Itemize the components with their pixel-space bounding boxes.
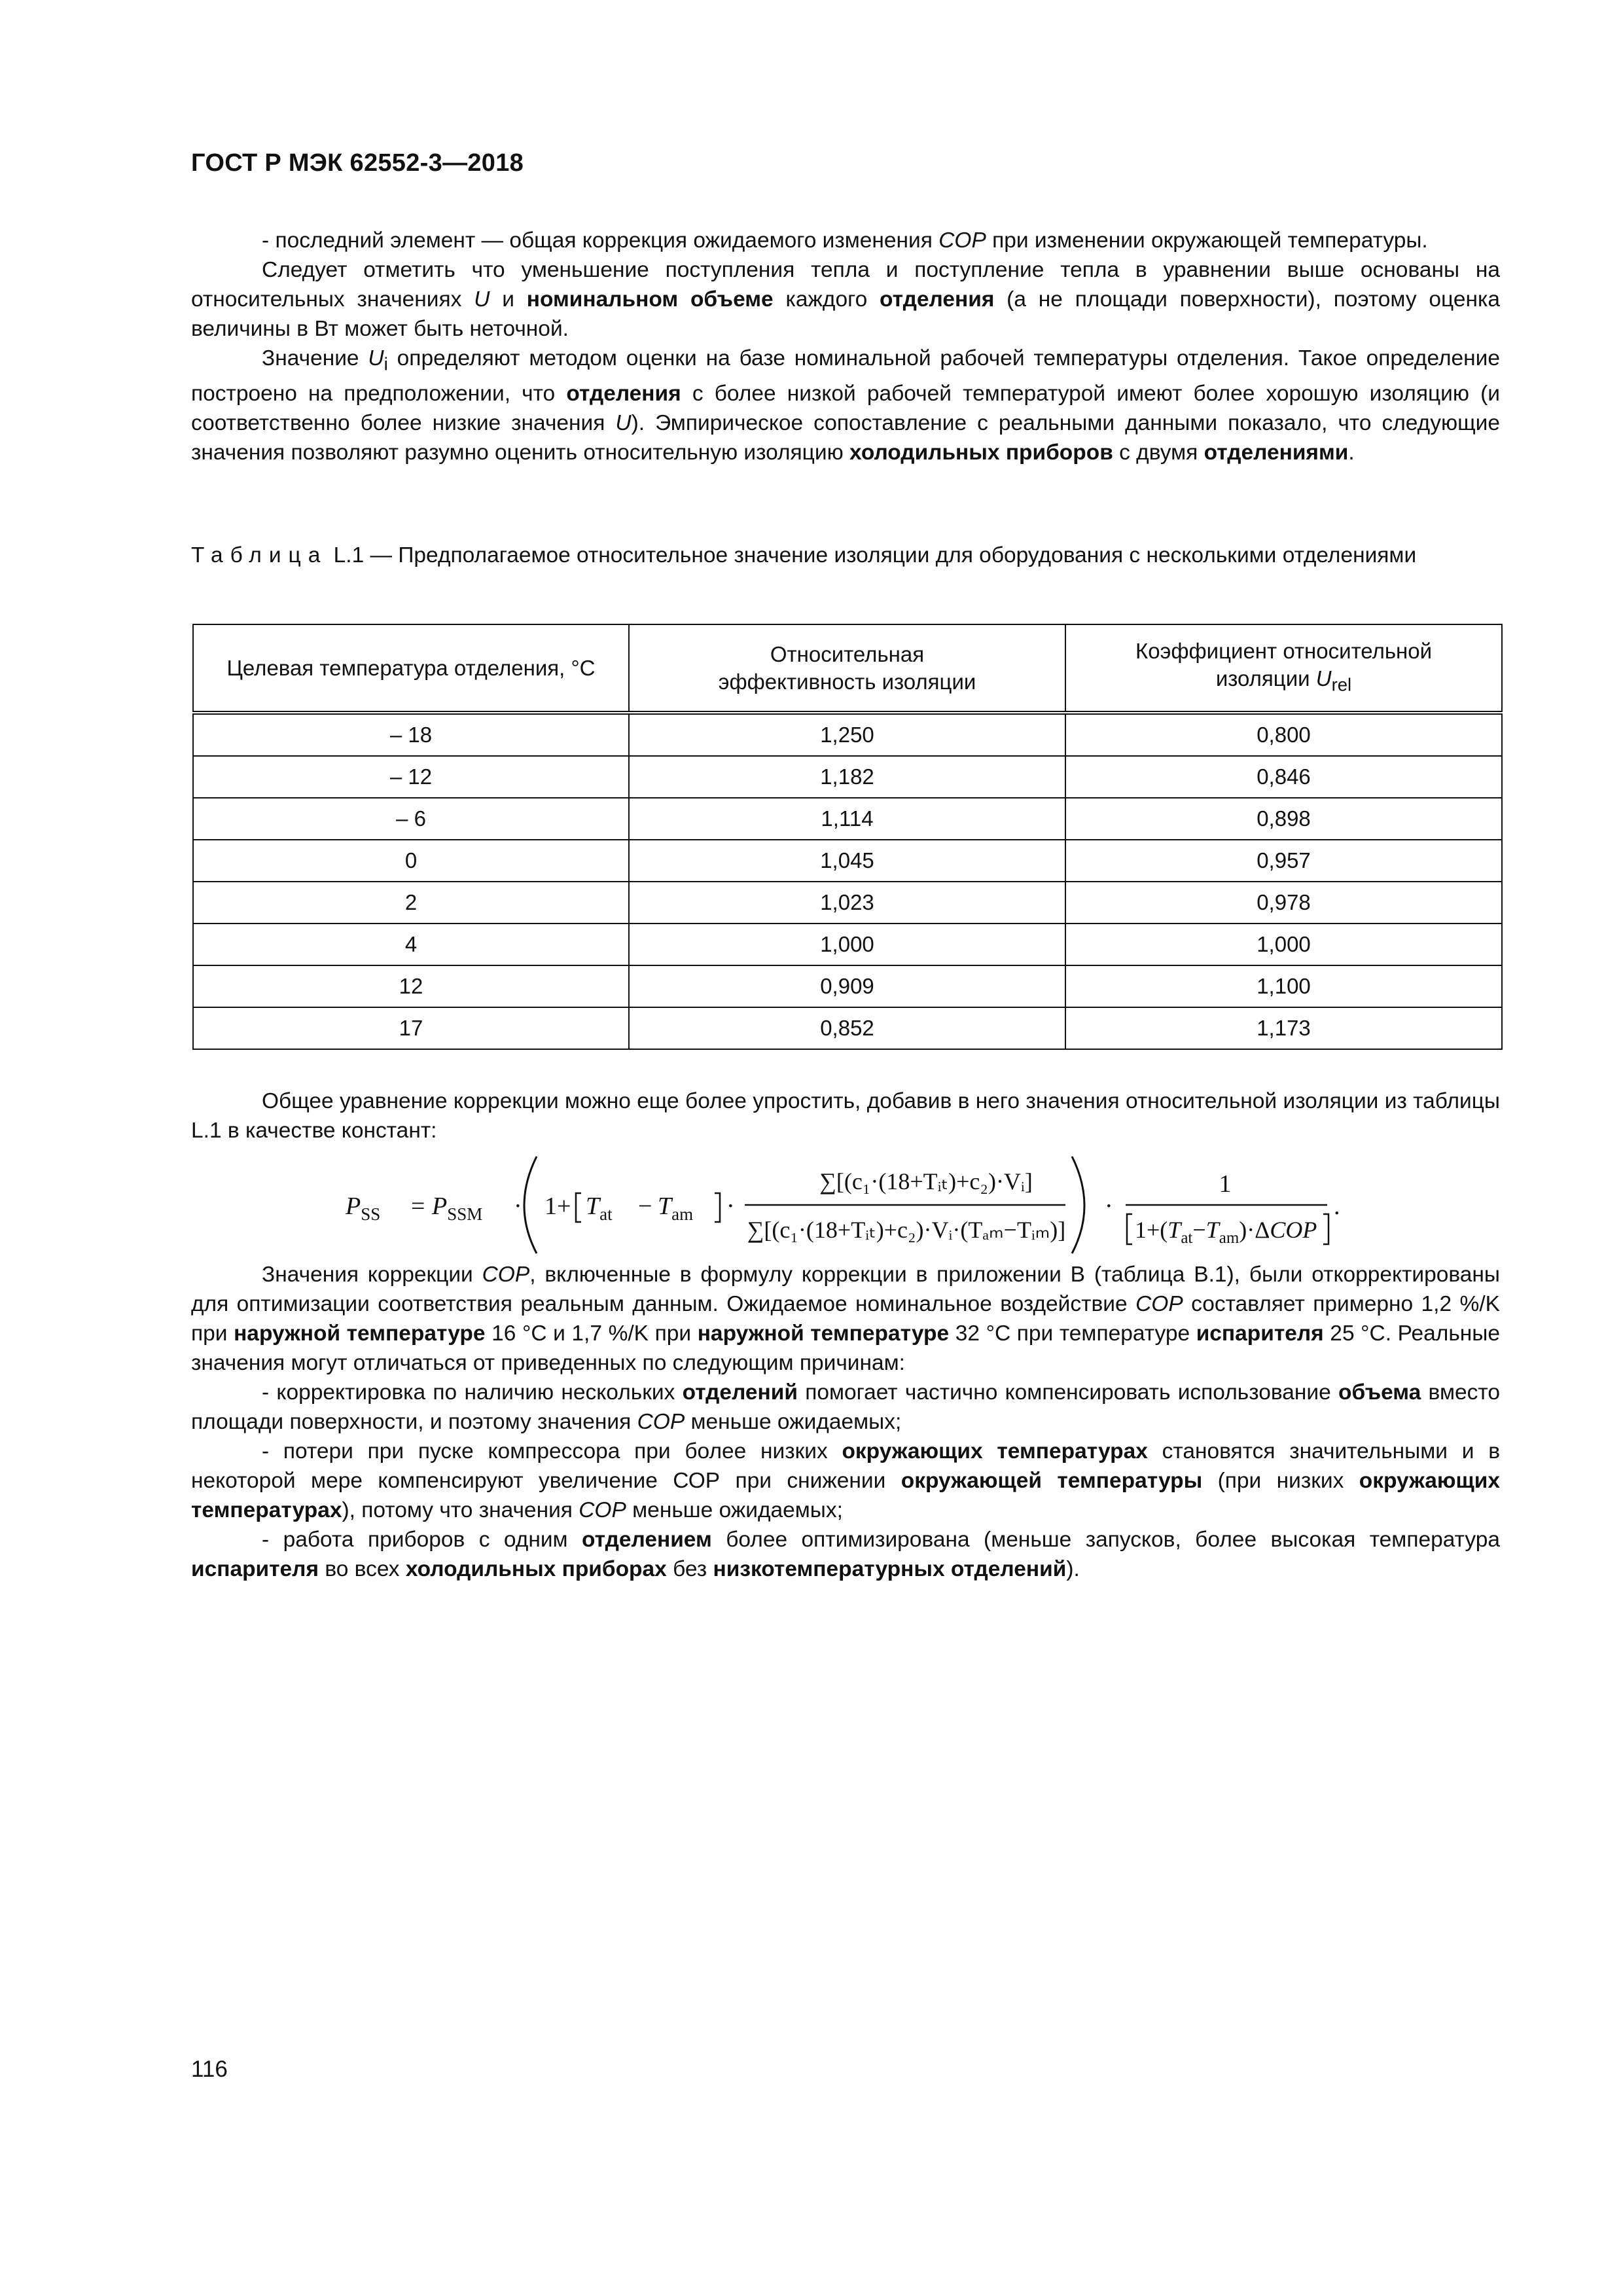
table-row: 12 0,909 1,100 [193, 965, 1502, 1007]
svg-text:∑[(c₁·(18+Tᵢₜ)+c₂)·Vᵢ]: ∑[(c₁·(18+Tᵢₜ)+c₂)·Vᵢ] [819, 1168, 1033, 1194]
table-row: – 12 1,182 0,846 [193, 756, 1502, 798]
svg-text:=: = [411, 1193, 425, 1220]
para-ui-value: Значение $U_i$ определяют методом оценки на базе номинальной рабочей температуры отделения. Такое определение построено на предположении, что отделения с более низкой рабочей температурой имеют более хорошую изоляцию (и соответственно более низкие значения U). Эмпирическое сопоставление с реальными данными показало, что следующие значения позволяют разумно оценить относительную изоляцию холодильных приборов с двумя отделениями. [191, 346, 1501, 465]
insulation-table [192, 624, 1503, 1050]
svg-text:−: − [638, 1193, 652, 1220]
document-header: ГОСТ Р МЭК 62552-3—2018 [191, 149, 524, 177]
svg-text:·: · [514, 1193, 522, 1220]
table-row: 2 1,023 0,978 [193, 882, 1502, 924]
table-header-row [193, 624, 1502, 713]
col-header-coefficient: Коэффициент относительной изоляции $U_{rel}$ [1065, 624, 1502, 713]
svg-text:1: 1 [1219, 1170, 1232, 1198]
table-row: 17 0,852 1,173 [193, 1007, 1502, 1049]
cop-notes [191, 1260, 1500, 1584]
svg-text:PSS: $P_{SS}$ [346, 1193, 381, 1224]
table-row: – 18 1,250 0,800 [193, 713, 1502, 756]
svg-text:1+: 1+ [544, 1193, 571, 1220]
table-row: 0 1,045 0,957 [193, 840, 1502, 882]
reason-item: - работа приборов с одним отделением более оптимизирована (меньше запусков, более высокая температура испарителя во всех холодильных приборах без низкотемпературных отделений). [191, 1528, 1500, 1581]
col-header-temperature: Целевая температура отделения, °C [193, 624, 629, 713]
para-cop-correction: - последний элемент — общая коррекция ожидаемого изменения COP при изменении окружающей температуры. [262, 228, 1428, 253]
correction-formula [340, 1149, 1361, 1257]
svg-text:.: . [1334, 1193, 1340, 1220]
reason-item: - корректировка по наличию нескольких отделений помогает частично компенсировать использование объема вместо площади поверхности, и поэтому значения COP меньше ожидаемых; [191, 1380, 1500, 1434]
svg-text:∑[(c₁·(18+Tᵢₜ)+c₂)·Vᵢ·(Tₐₘ−Tᵢₘ: ∑[(c₁·(18+Tᵢₜ)+c₂)·Vᵢ·(Tₐₘ−Tᵢₘ)] [747, 1217, 1066, 1243]
para-cop-values: Значения коррекции COP, включенные в формулу коррекции в приложении В (таблица В.1), были откорректированы для оптимизации соответствия реальным данным. Ожидаемое номинальное воздействие COP составляет примерно 1,2 %/K при наружной температуре 16 °С и 1,7 %/K при наружной температуре 32 °С при температуре испарителя 25 °С. Реальные значения могут отличаться от приведенных по следующим причинам: [191, 1263, 1500, 1375]
reason-item: - потери при пуске компрессора при более низких окружающих температурах становятся значительными и в некоторой мере компенсируют увеличение СОР при снижении окружающей температуры (при низких окружающих температурах), потому что значения COP меньше ожидаемых; [191, 1439, 1500, 1522]
equation-intro: Общее уравнение коррекции можно еще более упростить, добавив в него значения относительной изоляции из таблицы L.1 в качестве констант: [191, 1089, 1500, 1143]
page-number: 116 [191, 2056, 228, 2082]
para-heat-note: Следует отметить что уменьшение поступления тепла и поступление тепла в уравнении выше основаны на относительных значениях U и номинальном объеме каждого отделения (а не площади поверхности), поэтому оценка величины в Вт может быть неточной. [191, 258, 1500, 341]
svg-text:·: · [726, 1193, 735, 1220]
intro-text [191, 226, 1500, 467]
svg-text:Tam: $T_{am}$ [658, 1193, 694, 1224]
svg-text:·: · [1105, 1193, 1113, 1220]
col-header-efficiency: Относительная эффективность изоляции [629, 624, 1065, 713]
svg-text:Tat: $T_{at}$ [586, 1193, 613, 1224]
svg-text:1+(Tat−Tam)·ΔCOP: $1+(T_{at}-T_{am})\cdot\Delta COP$ [1135, 1217, 1317, 1247]
table-row: – 6 1,114 0,898 [193, 798, 1502, 840]
svg-text:PSSM: $P_{SSM}$ [432, 1193, 483, 1224]
table-caption: Таблица L.1 — Предполагаемое относительное значение изоляции для оборудования с несколькими отделениями [191, 543, 1417, 567]
table-row: 4 1,000 1,000 [193, 924, 1502, 965]
